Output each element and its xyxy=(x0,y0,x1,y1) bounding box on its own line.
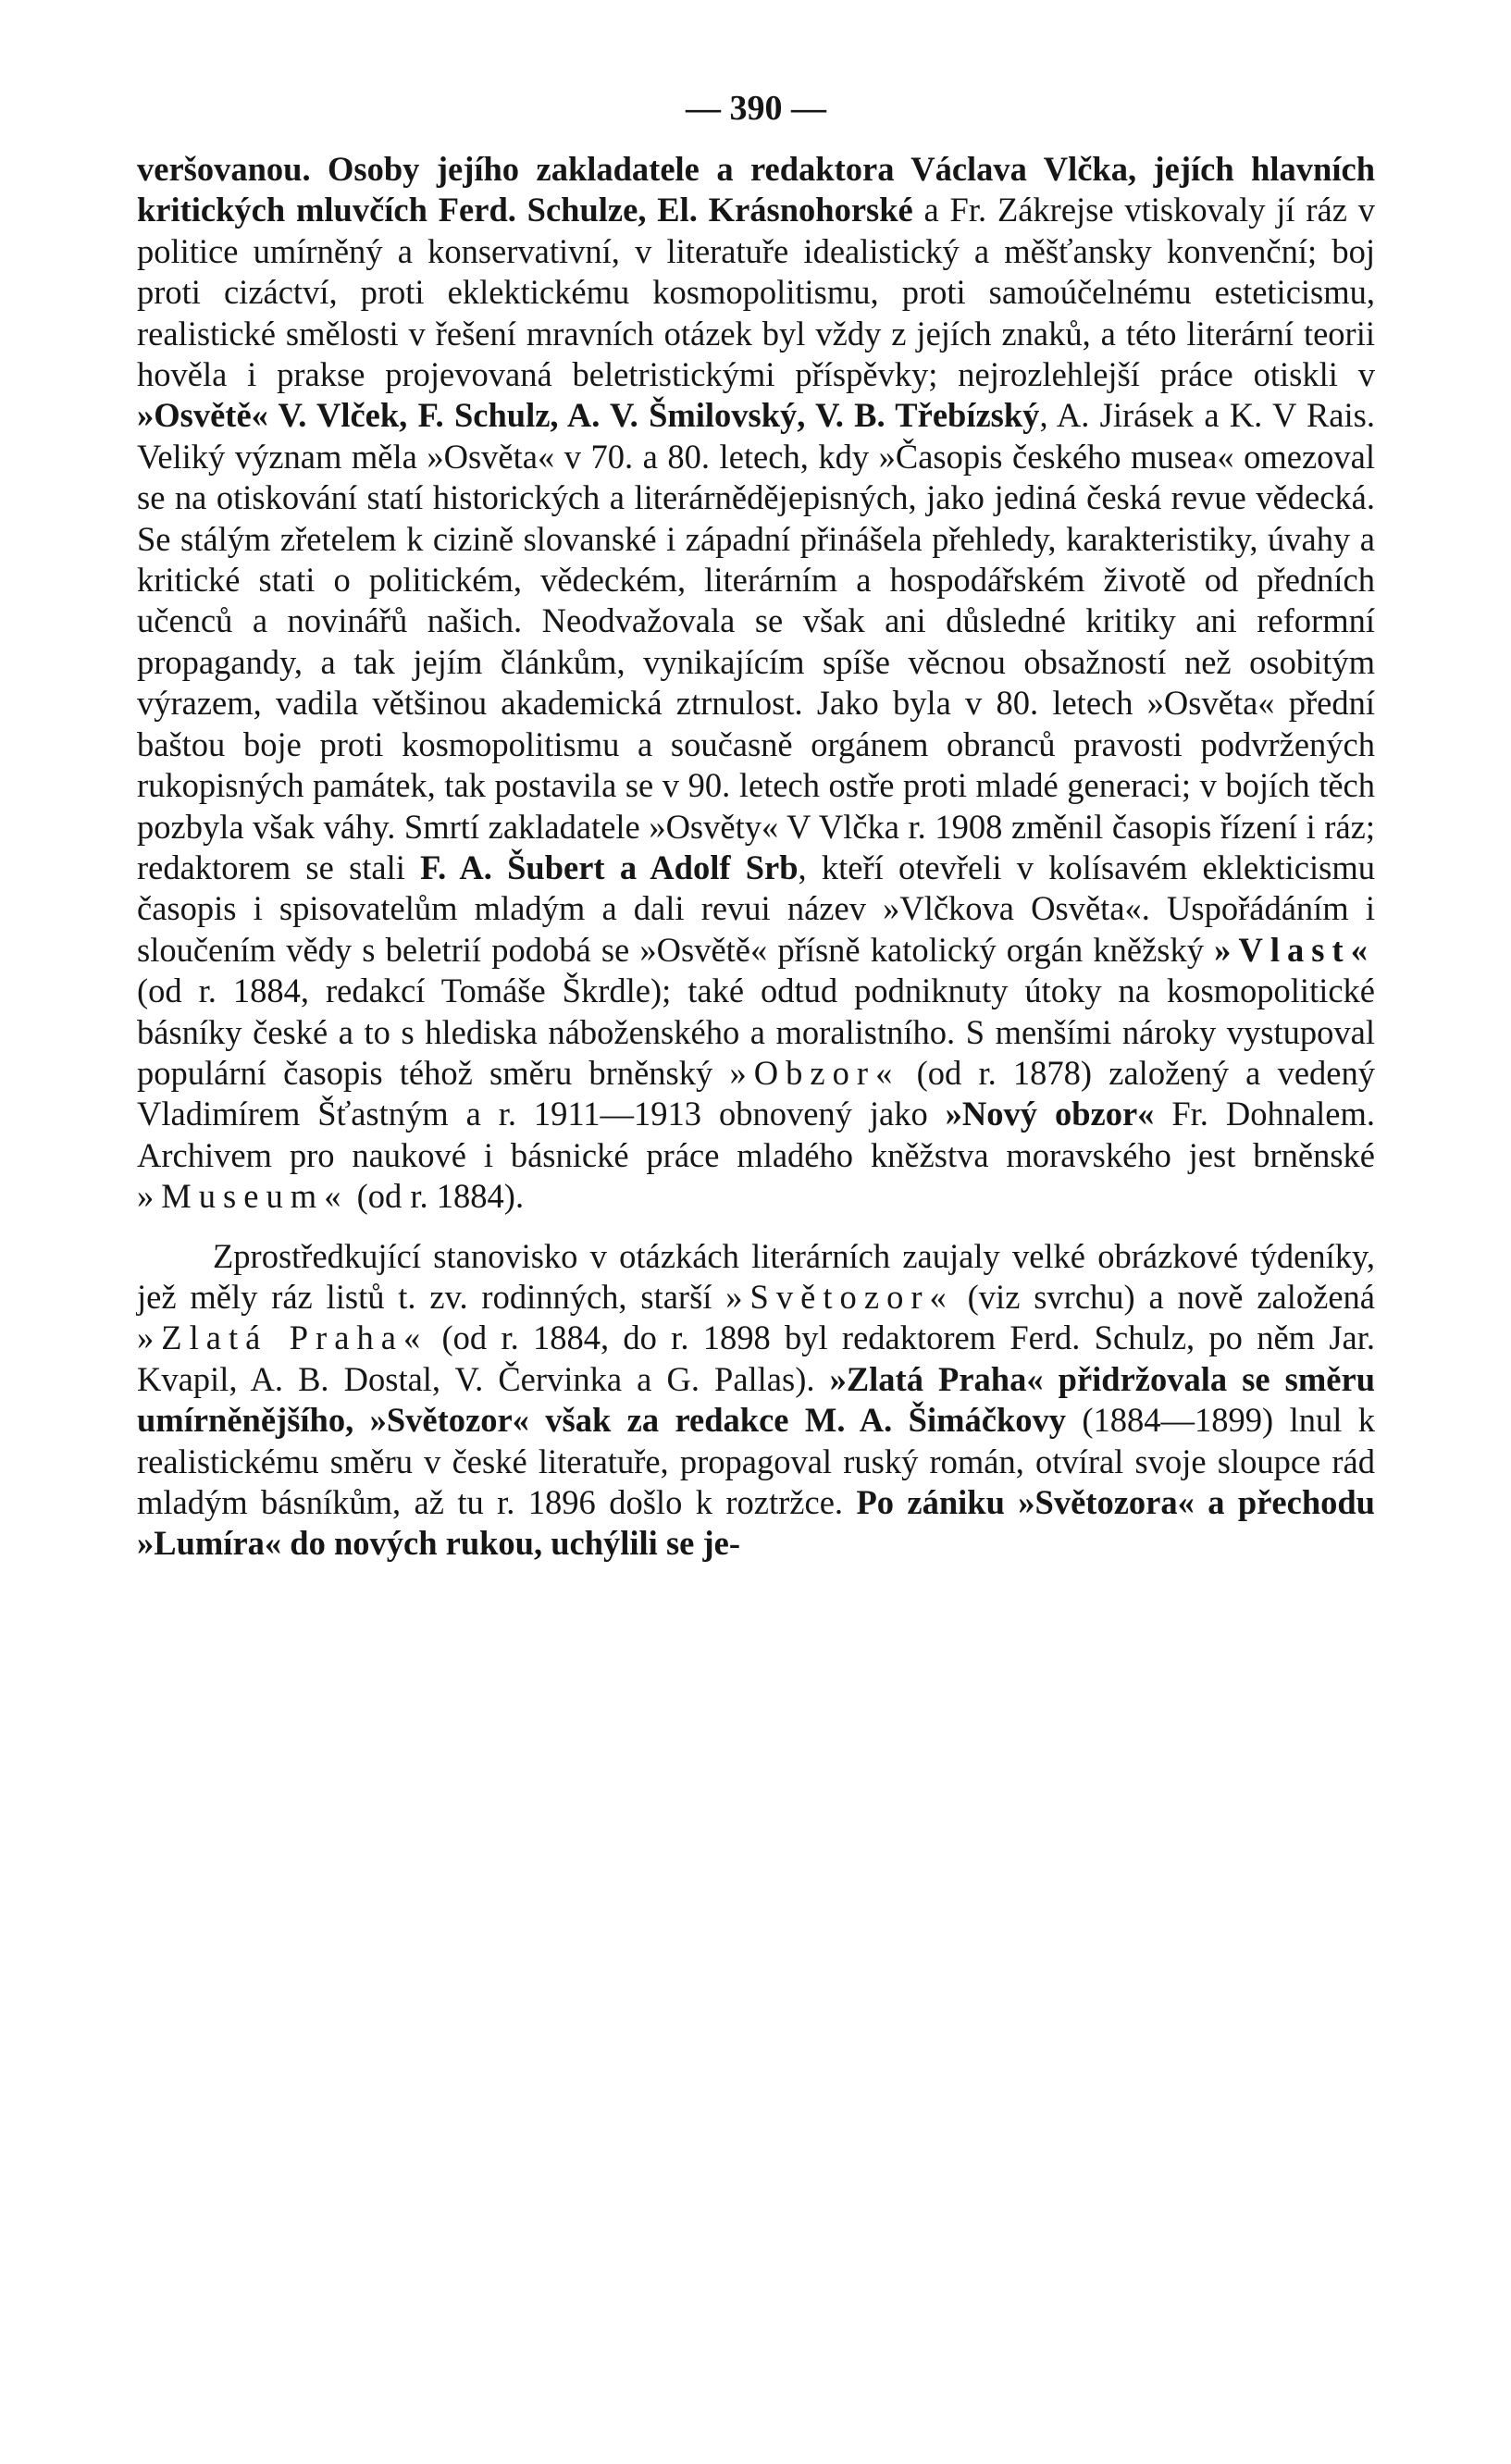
text-segment: Po zániku »Světozora« a přechodu »Lumíra« do nových rukou, uchýlili se je- xyxy=(137,1483,1375,1563)
paragraph xyxy=(137,1236,1375,1565)
text-segment: »Osvětě« V. Vlček, F. Schulz, A. V. Šmilovský, V. B. Třebízský xyxy=(137,396,1040,435)
text-segment: (od r. 1878) založený a vedený Vladimírem Šťastným a r. 1911—1913 obnovený jako xyxy=(137,1053,1375,1133)
text-segment: Zprostředkující stanovisko v otázkách literárních zaujaly velké obrázkové týdeníky, jež měly ráz listů t. zv. rodinných, starší xyxy=(137,1236,1375,1316)
text-segment: »Obzor« xyxy=(729,1053,900,1092)
text-segment: (1884—1899) lnul k realistickému směru v české literatuře, propagoval ruský román, otvíral svoje sloupce rád mladým básníkům, až tu r. 1896 došlo k roztržce. xyxy=(137,1401,1375,1521)
text-segment: »Vlast« xyxy=(1214,930,1375,969)
text-segment: veršovanou. Osoby jejího zakladatele a redaktora Václava Vlčka, jejích hlavních kritických mluvčích Ferd. Schulze, El. Krásnohorské xyxy=(137,150,1375,229)
text-segment: »Museum« xyxy=(137,1177,349,1216)
text-segment: (od r. 1884, do r. 1898 byl redaktorem Ferd. Schulz, po něm Jar. Kvapil, A. B. Dostal, V. Červinka a G. Pallas). xyxy=(137,1319,1375,1398)
text-segment: F. A. Šubert a Adolf Srb xyxy=(420,848,799,886)
page-number: — 390 — xyxy=(686,89,826,128)
text-segment: »Nový obzor« xyxy=(945,1095,1155,1133)
text-segment: (viz svrchu) a nově založená xyxy=(953,1277,1375,1316)
text-segment: (od r. 1884). xyxy=(348,1177,525,1216)
text-segment: »Zlatá Praha« xyxy=(137,1319,428,1357)
text-segment: »Zlatá Praha« přidržovala se směru umírněnějšího, »Světozor« však za redakce M. A. Šimáčkovy xyxy=(137,1359,1375,1440)
document-page xyxy=(137,88,1375,1565)
text-segment: Fr. Dohnalem. Archivem pro naukové i básnické práce mladého kněžstva moravského jest brněnské xyxy=(137,1095,1376,1174)
text-body xyxy=(137,149,1375,1565)
text-segment: »Světozor« xyxy=(725,1277,954,1316)
paragraph xyxy=(137,149,1375,1218)
text-segment: , A. Jirásek a K. V Rais. Veliký význam měla »Osvěta« v 70. a 80. letech, kdy »Časopis českého musea« omezoval se na otiskování statí historických a literárnědějepisných, jako jediná česká revue vědecká. Se stálým zřetelem k cizině slovanské i západní přinášela přehledy, karakteristiky, úvahy a kritické stati o politickém, vědeckém, literárním a hospodářském životě od předních učenců a novinářů našich. Neodvažovala se však ani důsledné kritiky ani reformní propagandy, a tak jejím článkům, vynikajícím spíše věcnou obsažností než osobitým výrazem, vadila většinou akademická ztrnulost. Jako byla v 80. letech »Osvěta« přední baštou boje proti kosmopolitismu a současně orgánem obranců pravosti podvržených rukopisných památek, tak postavila se v 90. letech ostře proti mladé generaci; v bojích těch pozbyla však váhy. Smrtí zakladatele »Osvěty« V Vlčka r. 1908 změnil časopis řízení i ráz; redaktorem se stali xyxy=(137,396,1375,886)
text-segment: (od r. 1884, redakcí Tomáše Škrdle); také odtud podniknuty útoky na kosmopolitické básníky české a to s hlediska náboženského a moralistního. S menšími nároky vystupoval populární časopis téhož směru brněnský xyxy=(137,972,1375,1092)
text-segment: , kteří otevřeli v kolísavém eklekticismu časopis i spisovatelům mladým a dali revui název »Vlčkova Osvěta«. Uspořádáním i sloučením vědy s beletrií podobá se »Osvětě« přísně katolický orgán kněžský xyxy=(137,848,1375,969)
text-segment: a Fr. Zákrejse vtiskovaly jí ráz v politice umírněný a konservativní, v literatuře idealistický a měšťansky konvenční; boj proti cizáctví, proti eklektickému kosmopolitismu, proti samoúčelnému esteticismu, realistické smělosti v řešení mravních otázek byl vždy z jejích znaků, a této literární teorii hověla i prakse projevovaná beletristickými příspěvky; nejrozlehlejší práce otiskli v xyxy=(137,191,1375,394)
